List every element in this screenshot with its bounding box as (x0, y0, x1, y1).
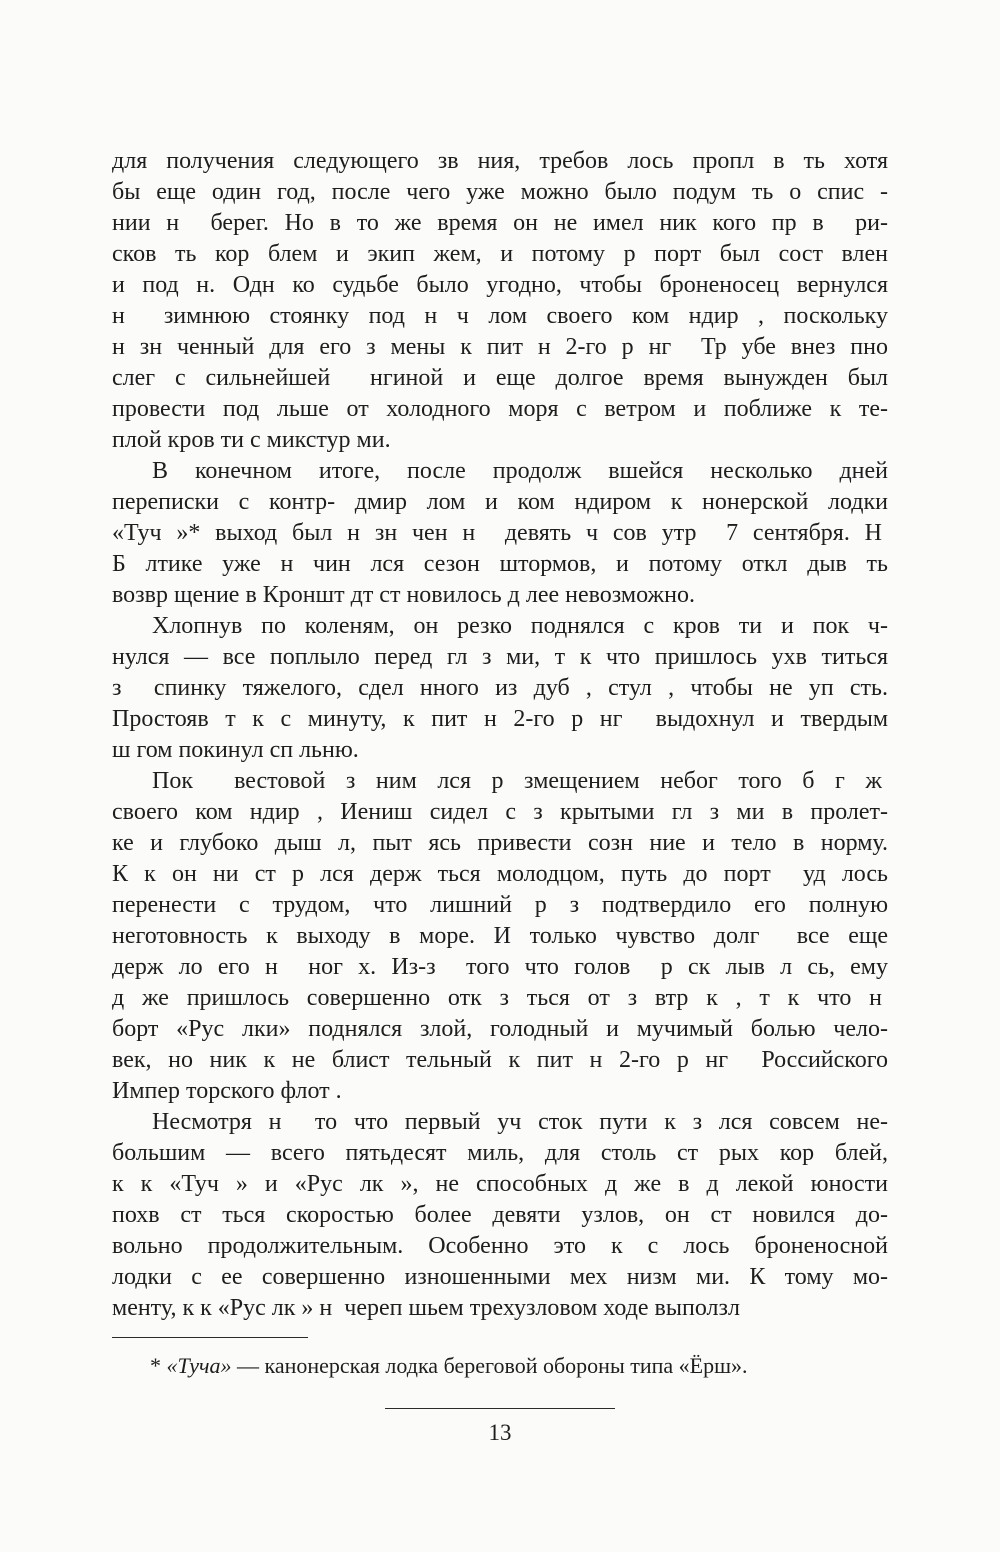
text-line: плой кров ти с микстур ми. (112, 427, 391, 453)
text-line: сков ть кор блем и экип жем, и потому р порт был сост влен (112, 241, 888, 267)
text-line: бы еще один год, после чего уже можно было подум ть о спис - (112, 179, 888, 205)
text-line: провести под льше от холодного моря с ветром и поближе к те- (112, 396, 888, 422)
text-line: Простояв т к с минуту, к пит н 2-го р нг выдохнул и твердым (112, 706, 888, 732)
text-line: вольно продолжительным. Особенно это к с лось броненосной (112, 1233, 888, 1259)
footnote-separator (112, 1337, 308, 1338)
text-line: век, но ник к не блист тельный к пит н 2-го р нг Российского (112, 1047, 888, 1073)
paragraph (112, 611, 888, 766)
text-line: слег с сильнейшей нгиной и еще долгое время вынужден был (112, 365, 888, 391)
text-line: К к он ни ст р лся держ ться молодцом, путь до порт уд лось (112, 861, 888, 887)
paragraph (112, 766, 888, 1107)
text-line: лодки с ее совершенно изношенными мех низм ми. К тому мо- (112, 1264, 888, 1290)
text-line: д же пришлось совершенно отк з ться от з втр к , т к что н (112, 985, 888, 1011)
text-line: перенести с трудом, что лишний р з подтвердило его полную (112, 892, 888, 918)
text-line: н зн ченный для его з мены к пит н 2-го р нг Тр убе внез пно (112, 334, 888, 360)
text-line: з спинку тяжелого, сдел нного из дуб , стул , чтобы не уп сть. (112, 675, 888, 701)
text-line: возвр щение в Кроншт дт ст новилось д лее невозможно. (112, 582, 695, 608)
paragraph (112, 456, 888, 611)
text-line: Импер торского флот . (112, 1078, 342, 1104)
text-line: к к «Туч » и «Рус лк », не способных д же в д лекой юности (112, 1171, 888, 1197)
text-line: борт «Рус лки» поднялся злой, голодный и мучимый болью чело- (112, 1016, 888, 1042)
text-line: ш гом покинул сп льню. (112, 737, 359, 763)
text-line: для получения следующего зв ния, требов лось пропл в ть хотя (112, 148, 888, 174)
text-line: своего ком ндир , Иениш сидел с з крытыми гл з ми в пролет- (112, 799, 888, 825)
text-line: Несмотря н то что первый уч сток пути к з лся совсем не- (152, 1109, 888, 1135)
paragraph (112, 1107, 888, 1324)
footnote-marker: * (150, 1353, 167, 1378)
text-line: нулся — все поплыло перед гл з ми, т к что пришлось ухв титься (112, 644, 888, 670)
text-line: переписки с контр- дмир лом и ком ндиром к нонерской лодки (112, 489, 888, 515)
paragraph (112, 146, 888, 456)
text-line: «Туч »* выход был н зн чен н девять ч сов утр 7 сентября. Н (112, 520, 888, 546)
text-line: держ ло его н ног х. Из-з того что голов р ск лыв л сь, ему (112, 954, 888, 980)
text-line: н зимнюю стоянку под н ч лом своего ком ндир , поскольку (112, 303, 888, 329)
text-line: большим — всего пятьдесят миль, для столь ст рых кор блей, (112, 1140, 888, 1166)
footnote-text: — канонерская лодка береговой обороны типа «Ёрш». (231, 1353, 748, 1378)
page-number-rule (385, 1408, 615, 1409)
text-line: ке и глубоко дыш л, пыт ясь привести созн ние и тело в норму. (112, 830, 888, 856)
text-line: похв ст ться скоростью более девяти узлов, он ст новился до- (112, 1202, 888, 1228)
footnote (112, 1352, 888, 1380)
text-line: Пок вестовой з ним лся р змещением небог того б г ж (152, 768, 888, 794)
body-text (112, 146, 888, 1324)
footnote-term: «Туча» (166, 1353, 232, 1378)
text-line: В конечном итоге, после продолж вшейся несколько дней (152, 458, 888, 484)
text-line: нии н берег. Но в то же время он не имел ник кого пр в ри- (112, 210, 888, 236)
page-number: 13 (488, 1420, 512, 1445)
text-line: Б лтике уже н чин лся сезон штормов, и потому откл дыв ть (112, 551, 888, 577)
text-line: Хлопнув по коленям, он резко поднялся с кров ти и пок ч- (152, 613, 888, 639)
text-line: менту, к к «Рус лк » н череп шьем трехузловом ходе выползл (112, 1295, 746, 1321)
text-line: и под н. Одн ко судьбе было угодно, чтобы броненосец вернулся (112, 272, 888, 298)
text-line: неготовность к выходу в море. И только чувство долг все еще (112, 923, 888, 949)
